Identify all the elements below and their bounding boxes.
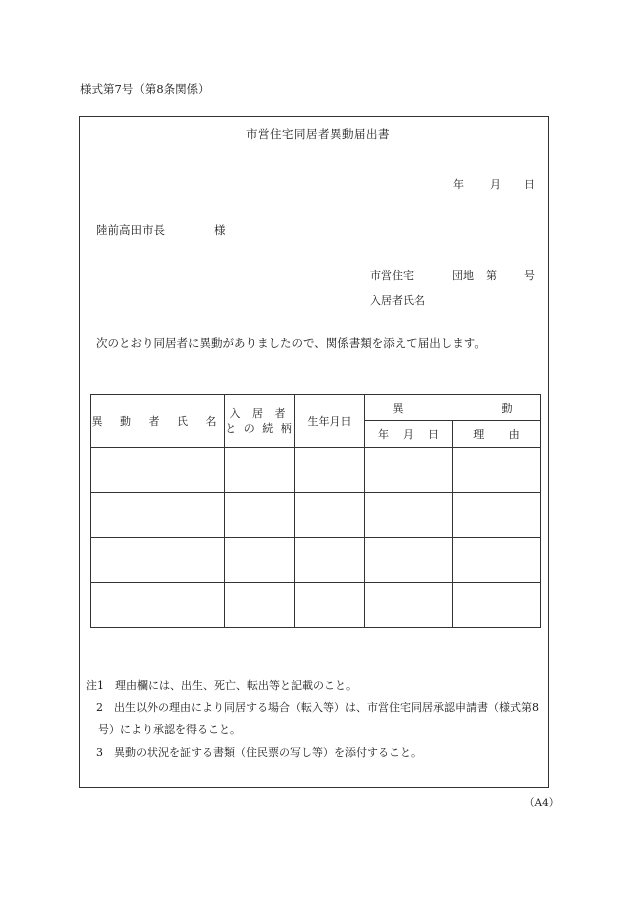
header-name: 異 動 者 氏 名 bbox=[91, 395, 225, 448]
cell-relation[interactable] bbox=[225, 538, 295, 583]
cell-dob[interactable] bbox=[295, 493, 365, 538]
table-row bbox=[91, 583, 541, 628]
cell-reason[interactable] bbox=[453, 583, 541, 628]
header-relation-line2: と の 続 柄 bbox=[225, 422, 294, 435]
sub-reason-left: 理 bbox=[473, 428, 485, 441]
note-2-continued: 号）により承認を得ること。 bbox=[98, 723, 241, 736]
cell-dob[interactable] bbox=[295, 583, 365, 628]
cell-relation[interactable] bbox=[225, 583, 295, 628]
header-change-left: 異 bbox=[392, 401, 404, 415]
housing-building-label: 第 bbox=[486, 269, 497, 282]
cell-name[interactable] bbox=[91, 538, 225, 583]
cell-relation[interactable] bbox=[225, 448, 295, 493]
cell-name[interactable] bbox=[91, 493, 225, 538]
paper-size-label: （A4） bbox=[524, 797, 560, 809]
cell-dob[interactable] bbox=[295, 448, 365, 493]
header-change-date bbox=[365, 421, 453, 448]
housing-label: 市営住宅 bbox=[370, 269, 414, 282]
cell-date[interactable] bbox=[365, 493, 453, 538]
header-relation bbox=[225, 395, 295, 448]
cell-reason[interactable] bbox=[453, 448, 541, 493]
header-change-right: 動 bbox=[501, 401, 513, 415]
resident-name-label: 入居者氏名 bbox=[370, 294, 425, 307]
sub-day: 日 bbox=[428, 428, 439, 441]
cell-date[interactable] bbox=[365, 448, 453, 493]
table-row bbox=[91, 538, 541, 583]
table-row bbox=[91, 493, 541, 538]
cell-reason[interactable] bbox=[453, 493, 541, 538]
cell-name[interactable] bbox=[91, 448, 225, 493]
date-year-label: 年 bbox=[453, 178, 464, 191]
housing-complex-label: 団地 bbox=[452, 269, 474, 282]
header-change bbox=[365, 395, 541, 421]
table-row bbox=[91, 448, 541, 493]
sub-reason-right: 由 bbox=[508, 428, 520, 441]
changes-table bbox=[90, 394, 541, 628]
sub-year: 年 bbox=[378, 428, 389, 441]
header-change-reason bbox=[453, 421, 541, 448]
cell-date[interactable] bbox=[365, 583, 453, 628]
form-title: 市営住宅同居者異動届出書 bbox=[246, 127, 390, 141]
cell-reason[interactable] bbox=[453, 538, 541, 583]
sub-month: 月 bbox=[403, 428, 414, 441]
addressee-name: 陸前高田市長 bbox=[96, 223, 165, 237]
form-code: 様式第7号（第8条関係） bbox=[80, 82, 210, 96]
note-2: 2 出生以外の理由により同居する場合（転入等）は、市営住宅同居承認申請書（様式第8 bbox=[96, 701, 539, 714]
date-month-label: 月 bbox=[490, 178, 501, 191]
header-dob: 生年月日 bbox=[295, 395, 365, 448]
cell-date[interactable] bbox=[365, 538, 453, 583]
cell-name[interactable] bbox=[91, 583, 225, 628]
addressee-honorific: 様 bbox=[214, 223, 226, 237]
cell-dob[interactable] bbox=[295, 538, 365, 583]
note-1: 注1 理由欄には、出生、死亡、転出等と記載のこと。 bbox=[86, 679, 357, 692]
housing-number-label: 号 bbox=[524, 269, 535, 282]
cell-relation[interactable] bbox=[225, 493, 295, 538]
note-3: 3 異動の状況を証する書類（住民票の写し等）を添付すること。 bbox=[96, 746, 422, 759]
header-relation-line1: 入 居 者 bbox=[229, 407, 290, 420]
date-day-label: 日 bbox=[524, 178, 535, 191]
statement: 次のとおり同居者に異動がありましたので、関係書類を添えて届出します。 bbox=[96, 336, 486, 350]
